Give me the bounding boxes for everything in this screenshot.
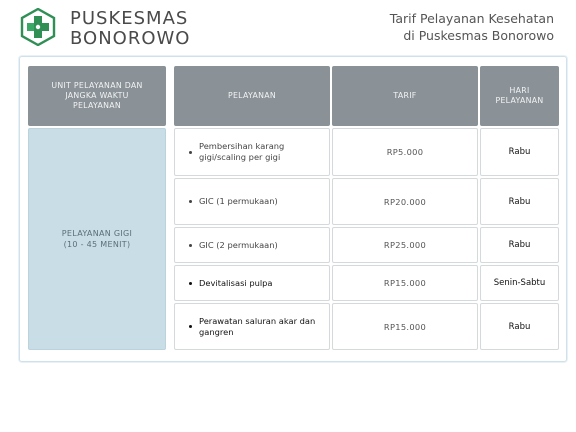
page-header: [0, 0, 576, 56]
bullet-icon: [189, 200, 192, 203]
table-row-5-day: [480, 303, 559, 350]
header-day-label: HARI PELAYANAN: [495, 86, 544, 105]
table-row-2-service: [174, 178, 330, 225]
tariff-value: RP15.000: [383, 321, 427, 332]
medical-cross-icon: [19, 8, 57, 46]
service-label: GIC (1 permukaan): [199, 196, 278, 206]
service-label: Pembersihan karang gigi/scaling per gigi: [199, 141, 285, 162]
header-tariff-label: TARIF: [393, 91, 417, 100]
bullet-icon: [189, 325, 192, 328]
table-row-4-day: [480, 265, 559, 301]
day-value: Rabu: [508, 240, 531, 250]
unit-name: PELAYANAN GIGI: [61, 229, 133, 238]
bullet-icon: [189, 151, 192, 154]
brand-line-2: BONOROWO: [70, 28, 191, 49]
day-value: Rabu: [508, 196, 531, 207]
day-value: Rabu: [508, 147, 531, 157]
tariff-value: RP15.000: [383, 278, 427, 288]
service-label: Devitalisasi pulpa: [199, 277, 273, 288]
header-day: [480, 66, 559, 126]
table-row-3-tariff: [332, 227, 478, 263]
day-value: Rabu: [508, 321, 531, 332]
header-service-label: PELAYANAN: [227, 91, 277, 100]
bullet-icon: [189, 244, 192, 247]
header-unit-label: UNIT PELAYANAN DAN JANGKA WAKTU PELAYANAN: [51, 81, 143, 110]
table-row-3-day: [480, 227, 559, 263]
bullet-icon: [189, 282, 192, 285]
header-unit: [28, 66, 166, 126]
header-tariff: [332, 66, 478, 126]
table-row-1-service: [174, 128, 330, 176]
table-row-5-service: [174, 303, 330, 350]
page-title: [390, 10, 554, 44]
header-service: [174, 66, 330, 126]
table-row-2-tariff: [332, 178, 478, 225]
unit-cell: [28, 128, 166, 350]
table-row-5-tariff: [332, 303, 478, 350]
service-label: Perawatan saluran akar dan gangren: [199, 315, 316, 337]
table-row-3-service: [174, 227, 330, 263]
tariff-value: RP20.000: [383, 196, 427, 207]
day-value: Senin-Sabtu: [493, 278, 546, 288]
table-row-2-day: [480, 178, 559, 225]
brand-line-1: PUSKESMAS: [70, 8, 189, 29]
tariff-value: RP25.000: [383, 240, 427, 250]
tariff-value: RP5.000: [386, 147, 424, 157]
table-row-1-tariff: [332, 128, 478, 176]
service-label: GIC (2 permukaan): [199, 239, 278, 250]
title-line-1: Tarif Pelayanan Kesehatan: [389, 11, 554, 26]
table-row-1-day: [480, 128, 559, 176]
table-row-4-tariff: [332, 265, 478, 301]
brand-name: [70, 9, 190, 49]
title-line-2: di Puskesmas Bonorowo: [403, 28, 554, 43]
unit-time: (10 - 45 MENIT): [63, 240, 131, 249]
table-row-4-service: [174, 265, 330, 301]
